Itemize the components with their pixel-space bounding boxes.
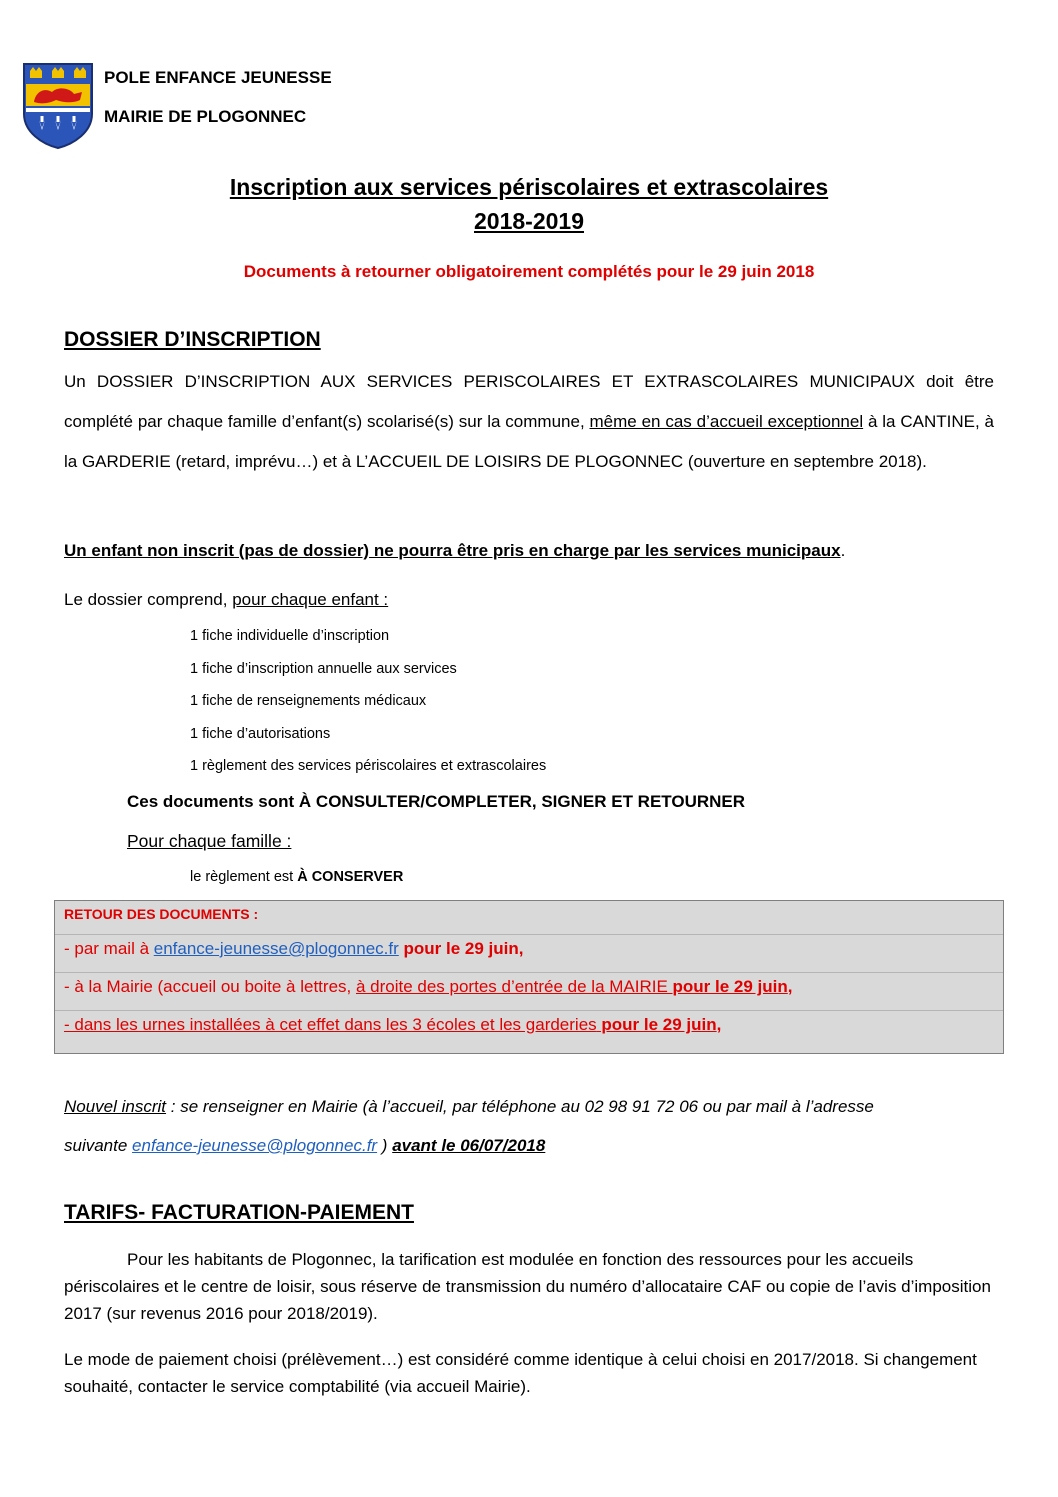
nouvel-inscrit-label: Nouvel inscrit	[64, 1097, 167, 1116]
retour-urnes-deadline: pour le 29 juin	[596, 1015, 717, 1034]
section-heading-dossier: DOSSIER D’INSCRIPTION	[64, 328, 321, 351]
warning-line	[64, 541, 845, 561]
retour-mairie-location: à droite des portes d’entrée de la MAIRIE	[355, 977, 673, 996]
punctuation: ,	[716, 1015, 722, 1034]
reglement-text: le règlement est	[190, 869, 298, 885]
nouvel-inscrit-line1	[64, 1097, 874, 1117]
dossier-text-part2: à la CANTINE, à la GARDERIE (retard, imprévu…) et à L’ACCUEIL DE LOISIRS DE PLOGONNEC (ouverture en septembre 2018).	[64, 412, 994, 471]
retour-mail-text: - par mail à	[64, 939, 154, 958]
nouvel-inscrit-line2	[64, 1136, 545, 1156]
consulter-instruction: Ces documents sont À CONSULTER/COMPLETER, SIGNER ET RETOURNER	[127, 792, 746, 811]
dossier-comprend	[64, 590, 388, 610]
section-heading-tarifs: TARIFS- FACTURATION-PAIEMENT	[64, 1201, 414, 1224]
retour-urnes-line	[64, 1015, 721, 1035]
punctuation: ,	[787, 977, 793, 996]
list-item: 1 règlement des services périscolaires et extrascolaires	[190, 758, 547, 774]
list-item: 1 fiche de renseignements médicaux	[190, 693, 427, 709]
retour-mairie-deadline: pour le 29 juin	[672, 977, 788, 996]
nouvel-inscrit-suivante: suivante	[64, 1136, 133, 1155]
famille-label: Pour chaque famille :	[127, 831, 292, 851]
page-subtitle-year: 2018-2019	[474, 208, 584, 234]
email-link[interactable]: enfance-jeunesse@plogonnec.fr	[153, 939, 399, 958]
nouvel-inscrit-deadline: avant le 06/07/2018	[392, 1136, 546, 1155]
comprend-underlined: pour chaque enfant :	[232, 590, 389, 609]
retour-mail-line	[64, 939, 523, 959]
nouvel-inscrit-paren: )	[377, 1136, 393, 1155]
retour-mail-deadline: pour le 29 juin	[398, 939, 519, 958]
retour-documents-box	[54, 900, 1004, 1054]
page-title: Inscription aux services périscolaires et extrascolaires	[229, 174, 829, 200]
retour-mairie-text: - à la Mairie (accueil ou boite à lettres,	[64, 977, 356, 996]
dossier-text-exceptional: même en cas d’accueil exceptionnel	[589, 412, 864, 431]
organization-name: POLE ENFANCE JEUNESSE	[104, 68, 332, 87]
nouvel-inscrit-text: : se renseigner en Mairie (à l’accueil, par téléphone au 02 98 91 72 06 ou par mail à l’adresse	[166, 1097, 874, 1116]
list-item: 1 fiche d’autorisations	[190, 726, 331, 742]
comprend-text: Le dossier comprend,	[64, 590, 233, 609]
retour-heading: RETOUR DES DOCUMENTS :	[64, 906, 259, 922]
reglement-conserver: À CONSERVER	[297, 869, 404, 885]
mairie-name: MAIRIE DE PLOGONNEC	[104, 107, 307, 126]
warning-end: .	[840, 541, 846, 560]
tarifs-paragraph-2: Le mode de paiement choisi (prélèvement…) est considéré comme identique à celui choisi en 2017/2018. Si changement souhaité, contacter le service comptabilité (via accueil Mairie).	[64, 1350, 977, 1396]
reglement-line	[190, 869, 403, 885]
deadline-notice: Documents à retourner obligatoirement complétés pour le 29 juin 2018	[243, 262, 815, 281]
dossier-paragraph	[64, 362, 994, 482]
dossier-text-part1: Un DOSSIER D’INSCRIPTION AUX SERVICES PERISCOLAIRES ET EXTRASCOLAIRES MUNICIPAUX doit être complété par chaque famille d’enfant(s) scolarisé(s) sur la commune,	[64, 372, 994, 431]
tarifs-paragraph-1: Pour les habitants de Plogonnec, la tarification est modulée en fonction des ressources pour les accueils périscolaires et le centre de loisir, sous réserve de transmission du numéro d’allocataire CAF ou copie de l’avis d’imposition 2017 (sur revenus 2016 pour 2018/2019).	[64, 1250, 991, 1323]
list-item: 1 fiche d’inscription annuelle aux services	[190, 661, 457, 677]
retour-urnes-text: - dans les urnes installées à cet effet dans les 3 écoles et les garderies	[64, 1015, 597, 1034]
warning-text: Un enfant non inscrit (pas de dossier) ne pourra être pris en charge par les services municipaux	[64, 541, 841, 560]
coat-of-arms-icon	[22, 62, 94, 150]
list-item: 1 fiche individuelle d’inscription	[190, 628, 390, 644]
retour-mairie-line	[64, 977, 793, 997]
punctuation: ,	[518, 939, 524, 958]
email-link[interactable]: enfance-jeunesse@plogonnec.fr	[132, 1136, 378, 1155]
